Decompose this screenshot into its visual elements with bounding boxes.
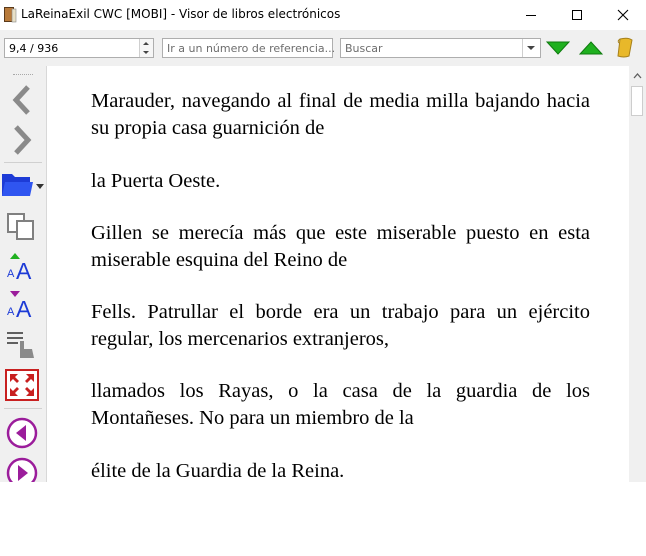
- left-toolbar: [0, 66, 47, 482]
- reference-input[interactable]: [162, 38, 336, 58]
- vertical-scrollbar[interactable]: [629, 66, 646, 482]
- window-title: LaReinaExil CWC [MOBI] - Visor de libros electrónicos: [21, 7, 341, 21]
- paragraph: Fells. Patrullar el borde era un trabajo para un ejército regular, los mercenarios extranjeros,: [91, 301, 590, 350]
- font-smaller-icon[interactable]: [4, 288, 40, 320]
- scroll-up-icon[interactable]: [629, 68, 646, 84]
- svg-text:A: A: [16, 258, 32, 282]
- back-arrow-icon[interactable]: [4, 84, 40, 116]
- minimize-icon: [525, 9, 537, 21]
- search-placeholder: Buscar: [345, 42, 383, 55]
- spin-up-icon[interactable]: [140, 39, 152, 48]
- open-folder-icon[interactable]: [0, 166, 46, 200]
- paragraph: Gillen se merecía más que este miserable puesto en esta miserable esquina del Reino de: [91, 222, 590, 271]
- toolbar-grip[interactable]: [13, 74, 33, 77]
- chevron-down-icon: [523, 39, 539, 57]
- position-value: 9,4 / 936: [9, 42, 59, 55]
- spin-down-icon[interactable]: [140, 48, 152, 57]
- search-history-dropdown[interactable]: [522, 39, 540, 57]
- previous-page-icon[interactable]: [4, 416, 40, 450]
- paragraph: élite de la Guardia de la Reina.: [91, 460, 345, 482]
- scrollbar-thumb[interactable]: [631, 86, 643, 116]
- sidebar-separator: [4, 408, 42, 409]
- book-icon: [3, 6, 17, 23]
- font-larger-icon[interactable]: [4, 250, 40, 282]
- fullscreen-icon[interactable]: [4, 368, 40, 402]
- spinbox-arrows[interactable]: [139, 39, 153, 57]
- paragraph: Marauder, navegando al final de media milla bajando hacia su propia casa guarnición de: [91, 90, 590, 139]
- maximize-icon: [571, 9, 583, 21]
- svg-text:A: A: [16, 296, 32, 320]
- paragraph: la Puerta Oeste.: [91, 170, 221, 192]
- minimize-button[interactable]: [508, 0, 554, 30]
- bookmark-icon[interactable]: [614, 36, 636, 60]
- search-input[interactable]: [340, 38, 541, 58]
- svg-text:A: A: [7, 306, 15, 318]
- reference-placeholder: Ir a un número de referencia...: [167, 42, 336, 55]
- next-match-down-icon[interactable]: [546, 40, 570, 56]
- close-button[interactable]: [600, 0, 646, 30]
- paragraph: llamados los Rayas, o la casa de la guardia de los Montañeses. No para un miembro de la: [91, 380, 590, 429]
- close-icon: [617, 9, 629, 21]
- svg-text:A: A: [7, 268, 15, 280]
- forward-arrow-icon[interactable]: [4, 124, 40, 156]
- maximize-button[interactable]: [554, 0, 600, 30]
- previous-match-up-icon[interactable]: [579, 40, 603, 56]
- sidebar-separator: [4, 162, 42, 163]
- position-spinbox[interactable]: [4, 38, 154, 58]
- book-content: [51, 66, 629, 482]
- next-page-icon[interactable]: [4, 456, 40, 482]
- reference-mode-icon[interactable]: [4, 328, 40, 360]
- title-bar: [0, 0, 646, 30]
- copy-icon[interactable]: [4, 210, 40, 242]
